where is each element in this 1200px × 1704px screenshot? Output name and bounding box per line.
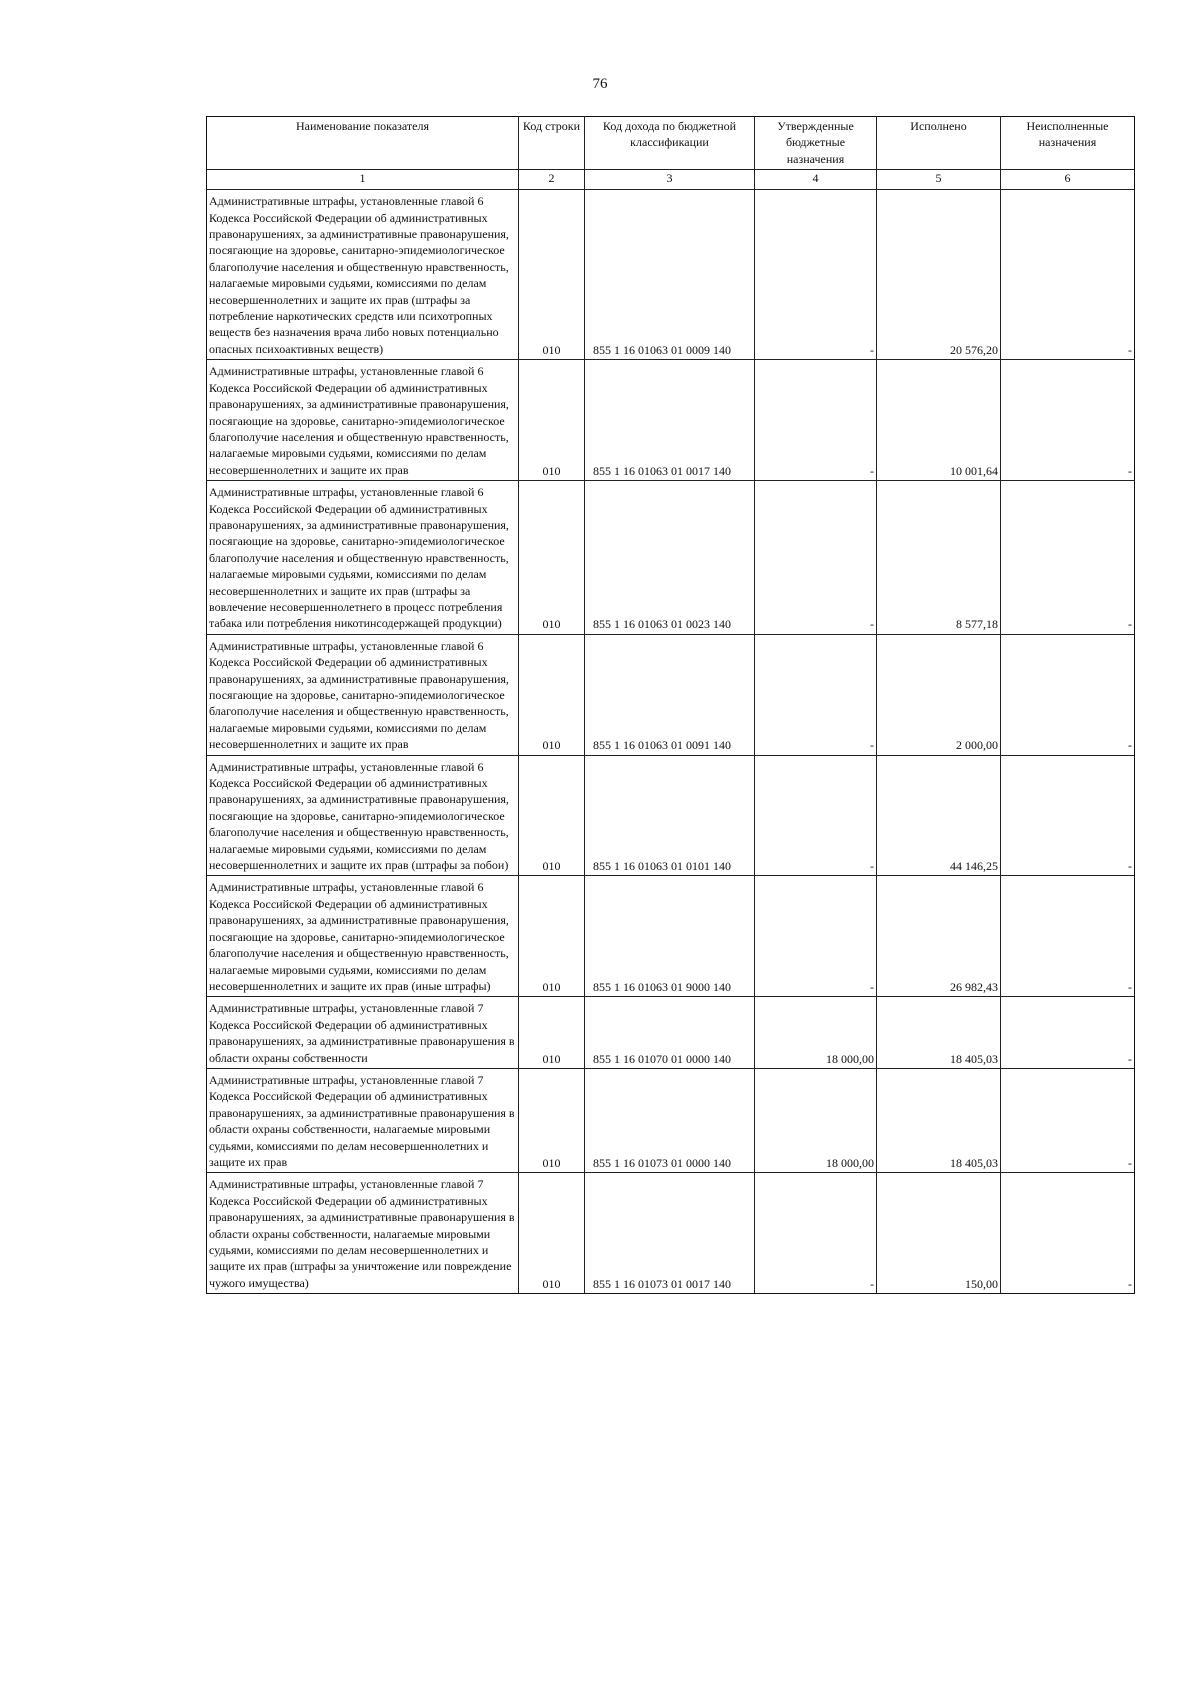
- revenue-code-cell: 855 1 16 01073 01 0000 140: [585, 1068, 755, 1172]
- approved-cell: -: [755, 755, 877, 876]
- unexecuted-cell: -: [1001, 1173, 1135, 1294]
- revenue-code-cell: 855 1 16 01063 01 0023 140: [585, 481, 755, 635]
- revenue-code-cell: 855 1 16 01073 01 0017 140: [585, 1173, 755, 1294]
- approved-cell: -: [755, 876, 877, 997]
- page-number: 76: [592, 76, 608, 92]
- revenue-code-cell: 855 1 16 01063 01 0101 140: [585, 755, 755, 876]
- line-code-cell: 010: [519, 997, 585, 1069]
- indicator-name-cell: Административные штрафы, установленные главой 6 Кодекса Российской Федерации об административных правонарушениях, за административные правонарушения, посягающие на здоровье, санитарно-эпидемиологическое благополучие населения и общественную нравственность, налагаемые мировыми судьями, комиссиями по делам несовершеннолетних и защите их прав: [207, 634, 519, 755]
- executed-cell: 150,00: [877, 1173, 1001, 1294]
- unexecuted-cell: -: [1001, 997, 1135, 1069]
- table-row: [207, 634, 1135, 755]
- approved-cell: 18 000,00: [755, 997, 877, 1069]
- revenue-code-cell: 855 1 16 01063 01 0017 140: [585, 360, 755, 481]
- indicator-name-cell: Административные штрафы, установленные главой 6 Кодекса Российской Федерации об административных правонарушениях, за административные правонарушения, посягающие на здоровье, санитарно-эпидемиологическое благополучие населения и общественную нравственность, налагаемые мировыми судьями, комиссиями по делам несовершеннолетних и защите их прав (штрафы за побои): [207, 755, 519, 876]
- line-code-cell: 010: [519, 634, 585, 755]
- approved-cell: -: [755, 634, 877, 755]
- line-code-cell: 010: [519, 1173, 585, 1294]
- column-number: 3: [585, 170, 755, 190]
- revenue-code-cell: 855 1 16 01063 01 0009 140: [585, 190, 755, 360]
- header-approved: Утвержденные бюджетные назначения: [755, 117, 877, 170]
- executed-cell: 18 405,03: [877, 1068, 1001, 1172]
- line-code-cell: 010: [519, 1068, 585, 1172]
- header-indicator-name: Наименование показателя: [207, 117, 519, 170]
- line-code-cell: 010: [519, 360, 585, 481]
- table-row: [207, 481, 1135, 635]
- executed-cell: 44 146,25: [877, 755, 1001, 876]
- budget-execution-table: [206, 116, 1135, 1294]
- table-row: [207, 360, 1135, 481]
- revenue-code-cell: 855 1 16 01070 01 0000 140: [585, 997, 755, 1069]
- column-number: 1: [207, 170, 519, 190]
- executed-cell: 26 982,43: [877, 876, 1001, 997]
- executed-cell: 2 000,00: [877, 634, 1001, 755]
- indicator-name-cell: Административные штрафы, установленные главой 7 Кодекса Российской Федерации об административных правонарушениях, за административные правонарушения в области охраны собственности: [207, 997, 519, 1069]
- executed-cell: 20 576,20: [877, 190, 1001, 360]
- header-revenue-code: Код дохода по бюджетной классификации: [585, 117, 755, 170]
- approved-cell: 18 000,00: [755, 1068, 877, 1172]
- executed-cell: 8 577,18: [877, 481, 1001, 635]
- unexecuted-cell: -: [1001, 1068, 1135, 1172]
- approved-cell: -: [755, 190, 877, 360]
- table-row: [207, 1068, 1135, 1172]
- approved-cell: -: [755, 1173, 877, 1294]
- unexecuted-cell: -: [1001, 876, 1135, 997]
- indicator-name-cell: Административные штрафы, установленные главой 6 Кодекса Российской Федерации об административных правонарушениях, за административные правонарушения, посягающие на здоровье, санитарно-эпидемиологическое благополучие населения и общественную нравственность, налагаемые мировыми судьями, комиссиями по делам несовершеннолетних и защите их прав (штрафы за потребление наркотических средств или психотропных веществ без назначения врача либо новых потенциально опасных психоактивных веществ): [207, 190, 519, 360]
- column-number: 5: [877, 170, 1001, 190]
- header-row: [207, 117, 1135, 170]
- revenue-code-cell: 855 1 16 01063 01 9000 140: [585, 876, 755, 997]
- revenue-code-cell: 855 1 16 01063 01 0091 140: [585, 634, 755, 755]
- table-row: [207, 1173, 1135, 1294]
- unexecuted-cell: -: [1001, 360, 1135, 481]
- table-row: [207, 997, 1135, 1069]
- unexecuted-cell: -: [1001, 190, 1135, 360]
- header-executed: Исполнено: [877, 117, 1001, 170]
- executed-cell: 10 001,64: [877, 360, 1001, 481]
- approved-cell: -: [755, 360, 877, 481]
- column-number: 4: [755, 170, 877, 190]
- approved-cell: -: [755, 481, 877, 635]
- line-code-cell: 010: [519, 481, 585, 635]
- table-row: [207, 755, 1135, 876]
- line-code-cell: 010: [519, 190, 585, 360]
- unexecuted-cell: -: [1001, 481, 1135, 635]
- line-code-cell: 010: [519, 755, 585, 876]
- indicator-name-cell: Административные штрафы, установленные главой 7 Кодекса Российской Федерации об административных правонарушениях, за административные правонарушения в области охраны собственности, налагаемые мировыми судьями, комиссиями по делам несовершеннолетних и защите их прав (штрафы за уничтожение или повреждение чужого имущества): [207, 1173, 519, 1294]
- unexecuted-cell: -: [1001, 755, 1135, 876]
- indicator-name-cell: Административные штрафы, установленные главой 7 Кодекса Российской Федерации об административных правонарушениях, за административные правонарушения в области охраны собственности, налагаемые мировыми судьями, комиссиями по делам несовершеннолетних и защите их прав: [207, 1068, 519, 1172]
- header-line-code: Код строки: [519, 117, 585, 170]
- indicator-name-cell: Административные штрафы, установленные главой 6 Кодекса Российской Федерации об административных правонарушениях, за административные правонарушения, посягающие на здоровье, санитарно-эпидемиологическое благополучие населения и общественную нравственность, налагаемые мировыми судьями, комиссиями по делам несовершеннолетних и защите их прав: [207, 360, 519, 481]
- indicator-name-cell: Административные штрафы, установленные главой 6 Кодекса Российской Федерации об административных правонарушениях, за административные правонарушения, посягающие на здоровье, санитарно-эпидемиологическое благополучие населения и общественную нравственность, налагаемые мировыми судьями, комиссиями по делам несовершеннолетних и защите их прав (иные штрафы): [207, 876, 519, 997]
- line-code-cell: 010: [519, 876, 585, 997]
- column-number-row: [207, 170, 1135, 190]
- unexecuted-cell: -: [1001, 634, 1135, 755]
- executed-cell: 18 405,03: [877, 997, 1001, 1069]
- table-row: [207, 876, 1135, 997]
- header-unexecuted: Неисполненные назначения: [1001, 117, 1135, 170]
- table-row: [207, 190, 1135, 360]
- indicator-name-cell: Административные штрафы, установленные главой 6 Кодекса Российской Федерации об административных правонарушениях, за административные правонарушения, посягающие на здоровье, санитарно-эпидемиологическое благополучие населения и общественную нравственность, налагаемые мировыми судьями, комиссиями по делам несовершеннолетних и защите их прав (штрафы за вовлечение несовершеннолетнего в процесс потребления табака или потребления никотинсодержащей продукции): [207, 481, 519, 635]
- column-number: 6: [1001, 170, 1135, 190]
- column-number: 2: [519, 170, 585, 190]
